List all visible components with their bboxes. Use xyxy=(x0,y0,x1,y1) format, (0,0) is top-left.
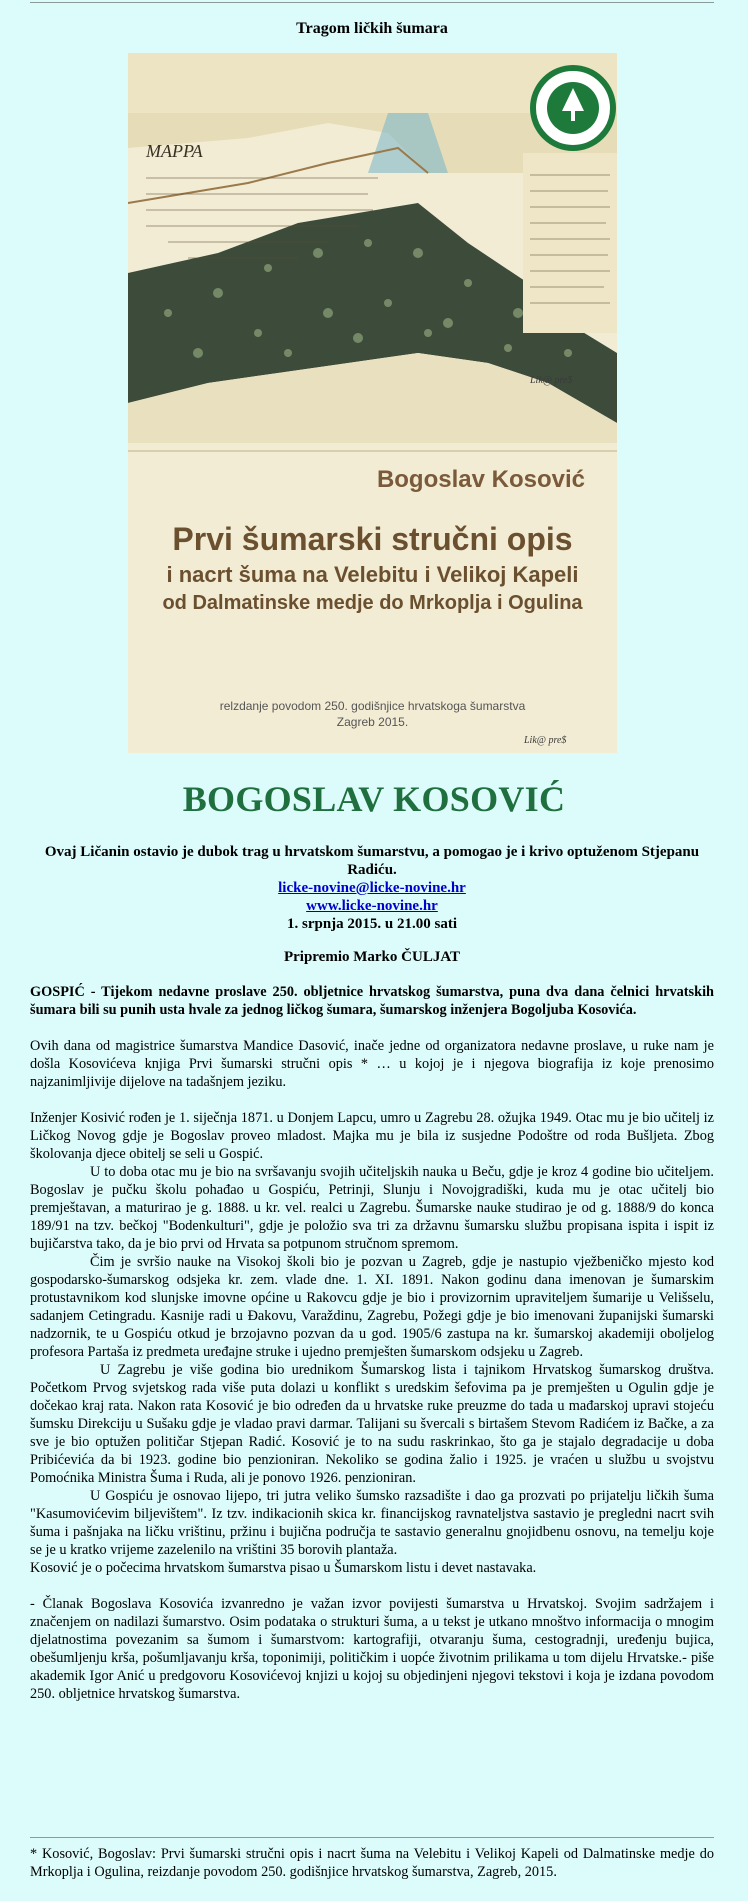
section-kicker: Tragom ličkih šumara xyxy=(296,20,448,37)
paragraph-7: Kosović je o počecima hrvatskom šumarstva pisao u Šumarskom listu i devet nastavaka. xyxy=(30,1560,537,1576)
article-body xyxy=(30,983,714,1703)
publish-date: 1. srpnja 2015. u 21.00 sati xyxy=(286,916,458,932)
book-cover-image xyxy=(128,53,617,753)
cover-title-line2: i nacrt šuma na Velebitu i Velikoj Kapeli xyxy=(166,562,579,588)
cover-map-title: MAPPA xyxy=(146,141,203,161)
article-byline: Pripremio Marko ČULJAT xyxy=(283,949,461,965)
lead-summary: Ovaj Ličanin ostavio je dubok trag u hrvatskom šumarstvu, a pomogao je i krivo optuženom Stjepanu Radiću. xyxy=(44,844,700,878)
website-link[interactable]: www.licke-novine.hr xyxy=(306,898,438,914)
paragraph-6: U Gospiću je osnovao lijepo, tri jutra veliko šumsko razsadište i dao ga prozvati po prijatelju ličkih šuma "Kasumovićevim biljevištem". Iz tzv. indikacionih skica kr. financijskog ravnateljstva sastavio je pregledni nacrt svih šuma i pašnjaka na ličku vrištinu, pržinu i bujična područja te sastavio generalnu gnojidbenu osnovu, na temelju koje se je u kratko vrijeme zazelenilo na vrištini 35 borovih plantaža. xyxy=(30,1488,714,1558)
article-headline: BOGOSLAV KOSOVIĆ xyxy=(182,779,566,819)
cover-reissue-note xyxy=(128,698,617,730)
cover-publisher-logo-bottom: Lik@ pre$ xyxy=(524,735,567,746)
paragraph-5: U Zagrebu je više godina bio urednikom Šumarskog lista i tajnikom Hrvatskog šumarskog društva. Početkom Prvog svjetskog rada više puta dolazi u konflikt s uredskim šefovima pa je premješten u Ogulin gdje je dočekao kraj rata. Nakon rata Kosović je bio određen da u hrvatske ruke preuzme do tada u mađarskoj upravi stojeću šumsku Direkciju u Sušaku gdje je vladao pravi darmar. Talijani su švercali s birtašem Stevom Radićem iz Bačke, a za sve je bio optužen političar Stjepan Radić. Kosović je to na sudu raskrinkao, što ga je stajalo degradacije u doba Pribićevića da bi 1923. godine bio penzioniran. Nekoliko se godina žalio i 1925. je vraćen u službu u svojstvu Pomoćnika Ministra Šuma i Ruda, ali je ponovo 1926. penzioniran. xyxy=(30,1362,714,1486)
cover-title xyxy=(128,520,617,615)
cover-reissue-line2: Zagreb 2015. xyxy=(336,715,409,730)
email-link[interactable]: licke-novine@licke-novine.hr xyxy=(278,880,466,896)
article-intro: GOSPIĆ - Tijekom nedavne proslave 250. obljetnice hrvatskog šumarstva, puna dva dana čelnici hrvatskih šumara bili su punih usta hvale za jednog ličkog šumara, šumarskog inženjera Bogoljuba Kosovića. xyxy=(30,984,714,1018)
footnote: * Kosović, Bogoslav: Prvi šumarski stručni opis i nacrt šuma na Velebitu i Velikoj Kapeli od Dalmatinske medje do Mrkoplja i Ogulina, reizdanje povodom 250. godišnjice hrvatskog šumarstva, Zagreb, 2015. xyxy=(30,1846,714,1880)
paragraph-8: - Članak Bogoslava Kosovića izvanredno je važan izvor povijesti šumarstva u Hrvatskoj. Svojim sadržajem i značenjem on nadilazi šumarstvo. Osim podataka o strukturi šuma, a u tekst je utkano mnoštvo informacija o mnogim djelatnostima povezanim sa šumom i šumarstvom: kartografiji, otvaranju šuma, cestogradnji, uređenju bujica, obešumljenju krša, pošumljavanju krša, toponimiji, političkim i uopće životnim prilikama u tom dijelu Hrvatske.- piše akademik Igor Anić u predgovoru Kosovićevoj knjizi u kojoj su objedinjeni njegovi tekstovi i koja je izdana povodom 250. obljetnice hrvatskog šumarstva. xyxy=(30,1596,714,1702)
cover-title-line3: od Dalmatinske medje do Mrkoplja i Ogulina xyxy=(162,591,583,614)
paragraph-2: Inženjer Kosivić rođen je 1. siječnja 1871. u Donjem Lapcu, umro u Zagrebu 28. ožujka 1949. Otac mu je bio učitelj iz Ličkog Novog gdje je Bogoslav proveo mladost. Majka mu je bila iz susjedne Podoštre od roda Bušljeta. Zbog školovanja djece obitelj se seli u Gospić. xyxy=(30,1110,714,1162)
cover-reissue-line1: relzdanje povodom 250. godišnjice hrvatskoga šumarstva xyxy=(219,699,526,713)
article-lead xyxy=(30,843,714,933)
cover-title-line1: Prvi šumarski stručni opis xyxy=(172,521,573,557)
top-divider xyxy=(30,2,714,3)
paragraph-3: U to doba otac mu je bio na svršavanju svojih učiteljskih nauka u Beču, gdje je kroz 4 godine bio učiteljem. Bogoslav je pučku školu pohađao u Gospiću, Petrinji, Slunju i Novojgradiški, kuda mu je otac učitelj bio premještavan, a maturirao je g. 1888. u kr. vel. realci u Zagrebu. Šumarske nauke studirao je od g. 1888/9 do konca 189/91 na tzv. bečkoj "Bodenkulturi", gdje je položio sva tri za državnu šumarsku službu propisana ispita i ispit iz bujičarstva tako, da je bio prvi od Hrvata sa potpunom stručnom spremom. xyxy=(30,1164,714,1252)
paragraph-1: Ovih dana od magistrice šumarstva Mandice Dasović, inače jedne od organizatora nedavne proslave, u ruke nam je došla Kosovićeva knjiga Prvi šumarski stručni opis * … u kojoj je i njegova biografija iz koje prenosimo najzanimljivije dijelove na tadašnjem jeziku. xyxy=(30,1038,714,1090)
paragraph-4: Čim je svršio nauke na Visokoj školi bio je pozvan u Zagreb, gdje je nastupio vježbeničko mjesto kod gospodarsko-šumarskog odsjeka kr. zem. vlade dne. 1. XI. 1891. Nakon godinu dana imenovan je šumarskim protustavnikom kod slunjske imovne općine u Rakovcu gdje je bio i provizornim upraviteljem šumarije u Velišselu, sadanjem Cetingradu. Kasnije radi u Đakovu, Varaždinu, Zagrebu, Požegi gdje je bio imenovani županijski šumarski nadzornik, te u Gospiću otkud je brzojavno pozvan da u god. 1905/6 zastupa na kr. šumarskoj akademiji oboljelog profesora Partaša iz predmeta uređajne struke i ujedno premješten šumarskom odsjeku u Zagreb. xyxy=(30,1254,714,1360)
cover-author: Bogoslav Kosović xyxy=(376,466,585,493)
footnote-divider xyxy=(30,1837,714,1838)
cover-publisher-logo-top: Lik@ pre$ xyxy=(530,375,573,386)
